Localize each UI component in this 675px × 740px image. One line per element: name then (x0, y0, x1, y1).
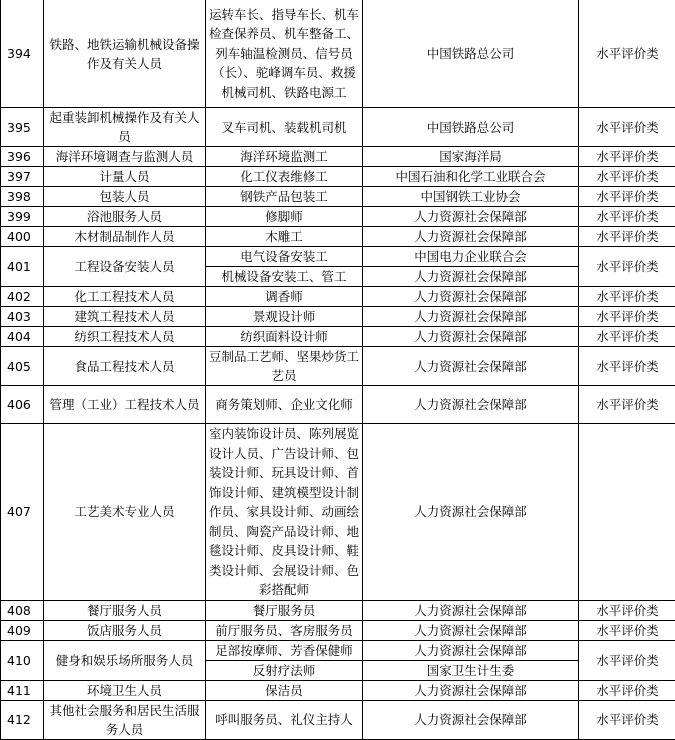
row-number: 405 (1, 347, 44, 386)
row-number: 403 (1, 307, 44, 327)
table-row (1, 307, 675, 327)
occupation-cell: 运转车长、指导车长、机车检查保养员、机车整备工、列车轴温检测员、信号员（长）、驼峰调车员、救援机械司机、铁路电源工 (206, 0, 363, 108)
organization-cell: 中国电力企业联合会 (363, 247, 579, 267)
occupation-cell: 钢铁产品包装工 (206, 187, 363, 207)
row-number: 398 (1, 187, 44, 207)
organization-cell: 中国石油和化学工业联合会 (363, 167, 579, 187)
table-row (1, 0, 675, 108)
organization-cell: 人力资源社会保障部 (363, 287, 579, 307)
organization-cell: 中国铁路总公司 (363, 108, 579, 147)
evaluation-type-cell: 水平评价类 (579, 287, 675, 307)
evaluation-type-cell: 水平评价类 (579, 327, 675, 347)
occupation-cell: 呼叫服务员、礼仪主持人 (206, 700, 363, 739)
row-number: 409 (1, 620, 44, 640)
category-cell: 食品工程技术人员 (44, 347, 206, 386)
table-row (1, 287, 675, 307)
category-cell: 木材制品制作人员 (44, 227, 206, 247)
organization-cell: 人力资源社会保障部 (363, 347, 579, 386)
category-cell: 包装人员 (44, 187, 206, 207)
evaluation-type-cell: 水平评价类 (579, 347, 675, 386)
category-cell: 海洋环境调查与监测人员 (44, 147, 206, 167)
table-row (1, 108, 675, 147)
organization-cell: 人力资源社会保障部 (363, 386, 579, 424)
organization-cell: 国家海洋局 (363, 147, 579, 167)
evaluation-type-cell: 水平评价类 (579, 680, 675, 700)
category-cell: 铁路、地铁运输机械设备操作及有关人员 (44, 0, 206, 108)
table-row (1, 680, 675, 700)
organization-cell: 人力资源社会保障部 (363, 680, 579, 700)
occupation-cell: 修脚师 (206, 207, 363, 227)
evaluation-type-cell: 水平评价类 (579, 307, 675, 327)
row-number: 408 (1, 600, 44, 620)
table-row (1, 386, 675, 424)
table-row (1, 620, 675, 640)
occupation-cell: 机械设备安装工、管工 (206, 267, 363, 287)
evaluation-type-cell: 水平评价类 (579, 700, 675, 739)
evaluation-type-cell: 水平评价类 (579, 600, 675, 620)
occupation-cell: 反射疗法师 (206, 660, 363, 680)
category-cell: 餐厅服务人员 (44, 600, 206, 620)
occupation-cell: 化工仪表维修工 (206, 167, 363, 187)
table-row (1, 187, 675, 207)
category-cell: 其他社会服务和居民生活服务人员 (44, 700, 206, 739)
organization-cell: 人力资源社会保障部 (363, 620, 579, 640)
row-number: 394 (1, 0, 44, 108)
organization-cell: 人力资源社会保障部 (363, 207, 579, 227)
row-number: 406 (1, 386, 44, 424)
category-cell: 化工工程技术人员 (44, 287, 206, 307)
table-row (1, 327, 675, 347)
category-cell: 建筑工程技术人员 (44, 307, 206, 327)
category-cell: 工程设备安装人员 (44, 247, 206, 287)
organization-cell: 中国钢铁工业协会 (363, 187, 579, 207)
evaluation-type-cell: 水平评价类 (579, 640, 675, 680)
evaluation-type-cell: 水平评价类 (579, 187, 675, 207)
organization-cell: 人力资源社会保障部 (363, 227, 579, 247)
table-row (1, 147, 675, 167)
occupation-cell: 足部按摩师、芳香保健师 (206, 640, 363, 660)
evaluation-type-cell (579, 424, 675, 601)
organization-cell: 人力资源社会保障部 (363, 600, 579, 620)
table-row (1, 207, 675, 227)
evaluation-type-cell: 水平评价类 (579, 227, 675, 247)
table-row (1, 247, 675, 267)
occupation-cell: 餐厅服务员 (206, 600, 363, 620)
table-row (1, 227, 675, 247)
occupation-cell: 纺织面料设计师 (206, 327, 363, 347)
table-row (1, 424, 675, 601)
occupation-cell: 景观设计师 (206, 307, 363, 327)
evaluation-type-cell: 水平评价类 (579, 0, 675, 108)
occupation-cell: 木雕工 (206, 227, 363, 247)
row-number: 399 (1, 207, 44, 227)
organization-cell: 人力资源社会保障部 (363, 424, 579, 601)
table-row (1, 167, 675, 187)
organization-cell: 国家卫生计生委 (363, 660, 579, 680)
organization-cell: 人力资源社会保障部 (363, 700, 579, 739)
evaluation-type-cell: 水平评价类 (579, 386, 675, 424)
row-number: 396 (1, 147, 44, 167)
category-cell: 健身和娱乐场所服务人员 (44, 640, 206, 680)
evaluation-type-cell: 水平评价类 (579, 147, 675, 167)
evaluation-type-cell: 水平评价类 (579, 167, 675, 187)
row-number: 395 (1, 108, 44, 147)
category-cell: 环境卫生人员 (44, 680, 206, 700)
occupation-cell: 电气设备安装工 (206, 247, 363, 267)
occupation-cell: 调香师 (206, 287, 363, 307)
category-cell: 管理（工业）工程技术人员 (44, 386, 206, 424)
table-row (1, 600, 675, 620)
table-row (1, 640, 675, 660)
row-number: 397 (1, 167, 44, 187)
occupation-cell: 海洋环境监测工 (206, 147, 363, 167)
organization-cell: 人力资源社会保障部 (363, 640, 579, 660)
category-cell: 计量人员 (44, 167, 206, 187)
occupation-cell: 保洁员 (206, 680, 363, 700)
organization-cell: 人力资源社会保障部 (363, 267, 579, 287)
category-cell: 工艺美术专业人员 (44, 424, 206, 601)
table-row (1, 700, 675, 739)
evaluation-type-cell: 水平评价类 (579, 247, 675, 287)
row-number: 402 (1, 287, 44, 307)
occupation-cell: 叉车司机、装载机司机 (206, 108, 363, 147)
row-number: 412 (1, 700, 44, 739)
evaluation-type-cell: 水平评价类 (579, 207, 675, 227)
category-cell: 纺织工程技术人员 (44, 327, 206, 347)
category-cell: 饭店服务人员 (44, 620, 206, 640)
row-number: 410 (1, 640, 44, 680)
organization-cell: 人力资源社会保障部 (363, 307, 579, 327)
occupation-cell: 豆制品工艺师、坚果炒货工艺员 (206, 347, 363, 386)
occupation-cell: 前厅服务员、客房服务员 (206, 620, 363, 640)
evaluation-type-cell: 水平评价类 (579, 620, 675, 640)
occupation-cell: 商务策划师、企业文化师 (206, 386, 363, 424)
category-cell: 浴池服务人员 (44, 207, 206, 227)
organization-cell: 人力资源社会保障部 (363, 327, 579, 347)
row-number: 400 (1, 227, 44, 247)
row-number: 401 (1, 247, 44, 287)
table-row (1, 347, 675, 386)
row-number: 404 (1, 327, 44, 347)
evaluation-type-cell: 水平评价类 (579, 108, 675, 147)
row-number: 411 (1, 680, 44, 700)
row-number: 407 (1, 424, 44, 601)
category-cell: 起重装卸机械操作及有关人员 (44, 108, 206, 147)
occupation-cell: 室内装饰设计员、陈列展览设计人员、广告设计师、包装设计师、玩具设计师、首饰设计师、建筑模型设计制作员、家具设计师、动画绘制员、陶瓷产品设计师、地毯设计师、皮具设计师、鞋类设计师、会展设计师、色彩搭配师 (206, 424, 363, 601)
organization-cell: 中国铁路总公司 (363, 0, 579, 108)
